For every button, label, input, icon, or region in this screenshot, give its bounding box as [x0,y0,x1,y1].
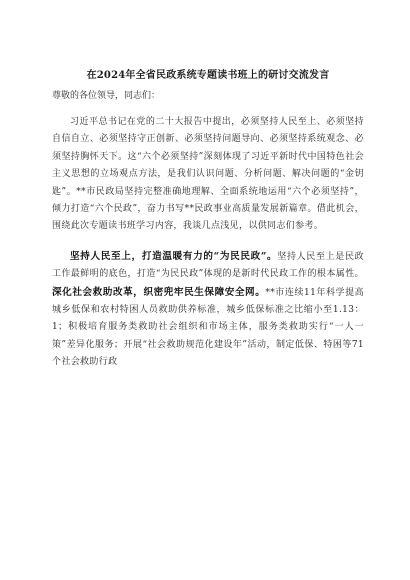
document-title: 在2024年全省民政系统专题读书班上的研讨交流发言 [86,70,330,81]
section1-text2: **市连续11年科学提高城乡低保和农村特困人员救助供养标准，城乡低保标准之比缩小至1.13：1；积极培育服务类救助社会组织和市场主体，服务类救助实行“一人一策”差异化服务；开展“社会救助规范化建设年”活动，制定低保、特困等71个社会救助行政 [52,287,364,368]
section1-subheading: 深化社会救助改革，织密兜牢民生保障安全网。 [52,286,266,298]
salutation: 尊敬的各位领导，同志们： [52,91,161,101]
section1-text1: 坚持人民至上是民政工作最鲜明的底色，打造“为民民政”体现的是新时代民政工作的根本属性。 [52,251,364,280]
intro-paragraph: 习近平总书记在党的二十大报告中提出，必须坚持人民至上、必须坚持自信自立、必须坚持守正创新、必须坚持问题导向、必须坚持系统观念、必须坚持胸怀天下。这“六个必须坚持”深刻体现了习近平新时代中国特色社会主义思想的立场观点方法，是我们认识问题、分析问题、解决问题的“金钥匙”。**市民政局坚持完整准确地理解、全面系统地运用“六个必须坚持”，倾力打造“六个民政”，奋力书写**民政事业高质量发展新篇章。借此机会，围绕此次专题读书班学习内容，我谈几点浅见，以供同志们参考。 [52,117,364,232]
section1-paragraph [52,248,364,372]
section1-heading: 坚持人民至上，打造温暖有力的“为民民政”。 [70,250,278,262]
